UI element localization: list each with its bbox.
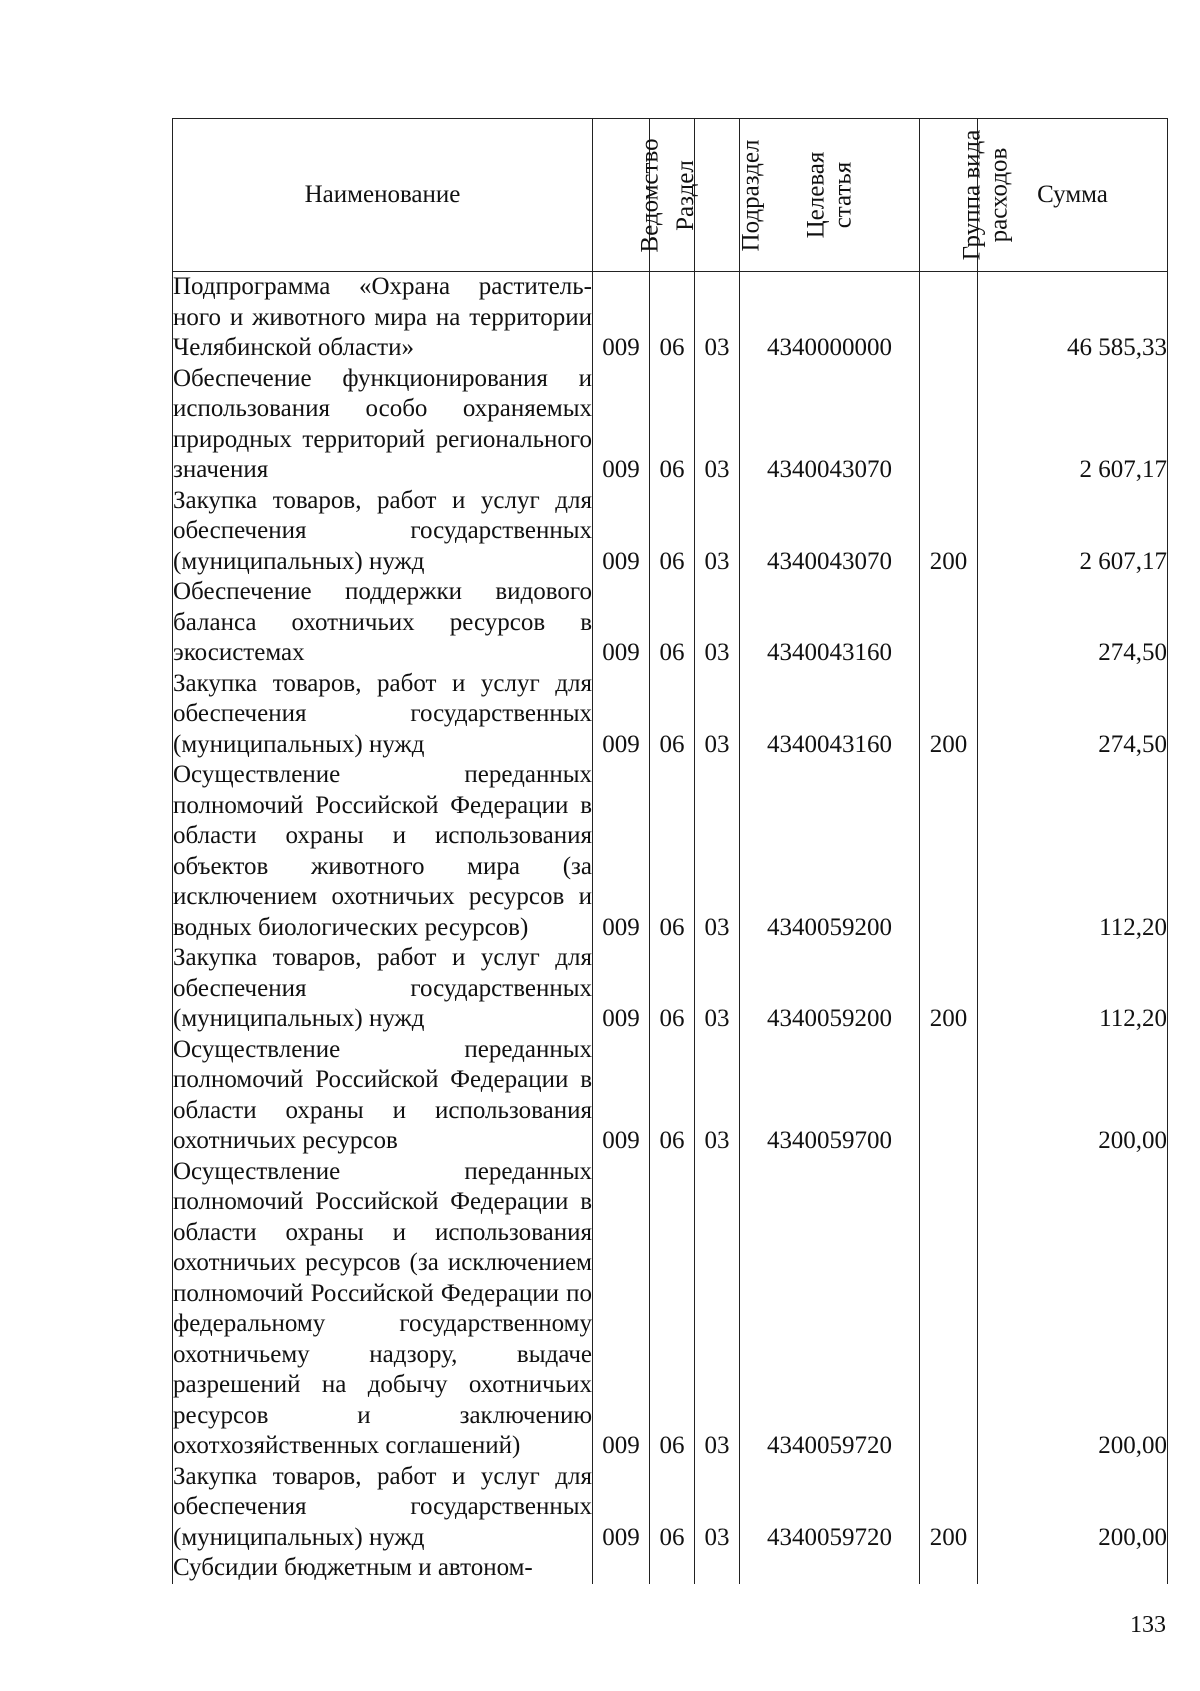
row-gruppa-cell <box>920 1157 978 1462</box>
row-name-cell: Подпрограмма «Охрана раститель-ного и животного мира на территории Челябинской области» <box>173 272 593 364</box>
row-gruppa-cell <box>920 1553 978 1584</box>
row-name-cell: Обеспечение функционирования и использования особо охраняемых природных территорий регионального значения <box>173 364 593 486</box>
row-gruppa-cell <box>920 364 978 486</box>
row-name-cell: Закупка товаров, работ и услуг для обеспечения государственных (муниципальных) нужд <box>173 669 593 761</box>
header-celevaya-text <box>802 152 856 239</box>
row-gruppa-cell: 200 <box>920 669 978 761</box>
row-podrazdel-cell: 03 <box>695 943 740 1035</box>
row-vedomstvo-cell <box>593 1553 650 1584</box>
table-row <box>173 669 1168 761</box>
row-vedomstvo-cell: 009 <box>593 486 650 578</box>
table-row <box>173 272 1168 364</box>
row-summa-cell: 112,20 <box>978 943 1168 1035</box>
table-header-row <box>173 119 1168 272</box>
row-vedomstvo-cell: 009 <box>593 1035 650 1157</box>
table-row <box>173 577 1168 669</box>
row-celevaya-statya-cell: 4340059700 <box>740 1035 920 1157</box>
row-vedomstvo-cell: 009 <box>593 577 650 669</box>
row-podrazdel-cell: 03 <box>695 486 740 578</box>
header-celevaya-line2: статья <box>829 161 857 229</box>
row-gruppa-cell: 200 <box>920 1462 978 1554</box>
row-podrazdel-cell: 03 <box>695 364 740 486</box>
row-podrazdel-cell: 03 <box>695 272 740 364</box>
row-celevaya-statya-cell: 4340043160 <box>740 669 920 761</box>
header-gruppa-line2: расходов <box>985 147 1013 243</box>
row-podrazdel-cell: 03 <box>695 1462 740 1554</box>
row-name-cell: Субсидии бюджетным и автоном- <box>173 1553 593 1584</box>
header-gruppa-text <box>958 130 1012 261</box>
row-summa-cell: 200,00 <box>978 1462 1168 1554</box>
row-podrazdel-cell: 03 <box>695 1157 740 1462</box>
row-razdel-cell: 06 <box>650 577 695 669</box>
row-gruppa-cell <box>920 1035 978 1157</box>
table-row <box>173 486 1168 578</box>
row-summa-cell: 2 607,17 <box>978 486 1168 578</box>
row-celevaya-statya-cell: 4340043160 <box>740 577 920 669</box>
row-vedomstvo-cell: 009 <box>593 1462 650 1554</box>
page-number: 133 <box>1130 1612 1166 1638</box>
row-name-cell: Закупка товаров, работ и услуг для обеспечения государственных (муниципальных) нужд <box>173 943 593 1035</box>
header-gruppa-vida-rashodov <box>920 119 1013 272</box>
table-row <box>173 943 1168 1035</box>
row-podrazdel-cell: 03 <box>695 760 740 943</box>
header-name: Наименование <box>173 119 593 272</box>
row-celevaya-statya-cell: 4340043070 <box>740 486 920 578</box>
budget-table <box>172 118 1168 1584</box>
row-celevaya-statya-cell <box>740 1553 920 1584</box>
row-gruppa-cell <box>920 272 978 364</box>
row-name-cell: Обеспечение поддержки видового баланса охотничьих ресурсов в экосистемах <box>173 577 593 669</box>
row-celevaya-statya-cell: 4340000000 <box>740 272 920 364</box>
header-podrazdel <box>695 119 765 272</box>
row-razdel-cell: 06 <box>650 943 695 1035</box>
row-podrazdel-cell: 03 <box>695 1035 740 1157</box>
row-gruppa-cell <box>920 760 978 943</box>
row-vedomstvo-cell: 009 <box>593 1157 650 1462</box>
row-gruppa-cell <box>920 577 978 669</box>
row-summa-cell: 112,20 <box>978 760 1168 943</box>
row-summa-cell: 2 607,17 <box>978 364 1168 486</box>
row-gruppa-cell: 200 <box>920 943 978 1035</box>
header-gruppa-line1: Группа вида <box>958 129 986 261</box>
row-name-cell: Закупка товаров, работ и услуг для обеспечения государственных (муниципальных) нужд <box>173 486 593 578</box>
row-gruppa-cell: 200 <box>920 486 978 578</box>
table-row <box>173 760 1168 943</box>
row-razdel-cell: 06 <box>650 1157 695 1462</box>
row-name-cell: Осуществление переданных полномочий Российской Федерации в области охраны и использования охотничьих ресурсов <box>173 1035 593 1157</box>
row-podrazdel-cell <box>695 1553 740 1584</box>
table-row-continued <box>173 1553 1168 1584</box>
row-name-cell: Осуществление переданных полномочий Российской Федерации в области охраны и использования охотничьих ресурсов (за исключением полномочий Российской Федерации по федеральному государственному охотничьему надзору, выдаче разрешений на добычу охотничьих ресурсов и заключению охотхозяйственных соглашений) <box>173 1157 593 1462</box>
row-razdel-cell: 06 <box>650 1462 695 1554</box>
row-razdel-cell: 06 <box>650 760 695 943</box>
row-razdel-cell: 06 <box>650 669 695 761</box>
row-summa-cell: 200,00 <box>978 1157 1168 1462</box>
row-name-cell: Закупка товаров, работ и услуг для обеспечения государственных (муниципальных) нужд <box>173 1462 593 1554</box>
row-celevaya-statya-cell: 4340059200 <box>740 760 920 943</box>
row-razdel-cell <box>650 1553 695 1584</box>
row-razdel-cell: 06 <box>650 364 695 486</box>
row-razdel-cell: 06 <box>650 1035 695 1157</box>
row-summa-cell: 274,50 <box>978 577 1168 669</box>
table-row <box>173 1035 1168 1157</box>
table-row <box>173 1462 1168 1554</box>
header-celevaya-statya <box>740 119 920 272</box>
header-vedomstvo-text: Ведомство <box>636 137 664 253</box>
header-razdel-text: Раздел <box>671 159 699 231</box>
row-vedomstvo-cell: 009 <box>593 760 650 943</box>
row-summa-cell: 46 585,33 <box>978 272 1168 364</box>
row-summa-cell <box>978 1553 1168 1584</box>
row-celevaya-statya-cell: 4340059200 <box>740 943 920 1035</box>
table-row <box>173 364 1168 486</box>
row-vedomstvo-cell: 009 <box>593 364 650 486</box>
row-celevaya-statya-cell: 4340059720 <box>740 1157 920 1462</box>
row-summa-cell: 200,00 <box>978 1035 1168 1157</box>
row-vedomstvo-cell: 009 <box>593 669 650 761</box>
row-podrazdel-cell: 03 <box>695 669 740 761</box>
header-summa: Сумма <box>978 119 1168 272</box>
row-celevaya-statya-cell: 4340043070 <box>740 364 920 486</box>
row-razdel-cell: 06 <box>650 272 695 364</box>
table-body <box>173 272 1168 1584</box>
header-podrazdel-text: Подраздел <box>737 139 765 251</box>
row-vedomstvo-cell: 009 <box>593 943 650 1035</box>
row-celevaya-statya-cell: 4340059720 <box>740 1462 920 1554</box>
row-razdel-cell: 06 <box>650 486 695 578</box>
header-celevaya-line1: Целевая <box>802 151 830 239</box>
row-vedomstvo-cell: 009 <box>593 272 650 364</box>
header-vedomstvo <box>593 119 664 272</box>
row-name-cell: Осуществление переданных полномочий Российской Федерации в области охраны и использования объектов животного мира (за исключением охотничьих ресурсов и водных биологических ресурсов) <box>173 760 593 943</box>
row-summa-cell: 274,50 <box>978 669 1168 761</box>
table-row <box>173 1157 1168 1462</box>
row-podrazdel-cell: 03 <box>695 577 740 669</box>
